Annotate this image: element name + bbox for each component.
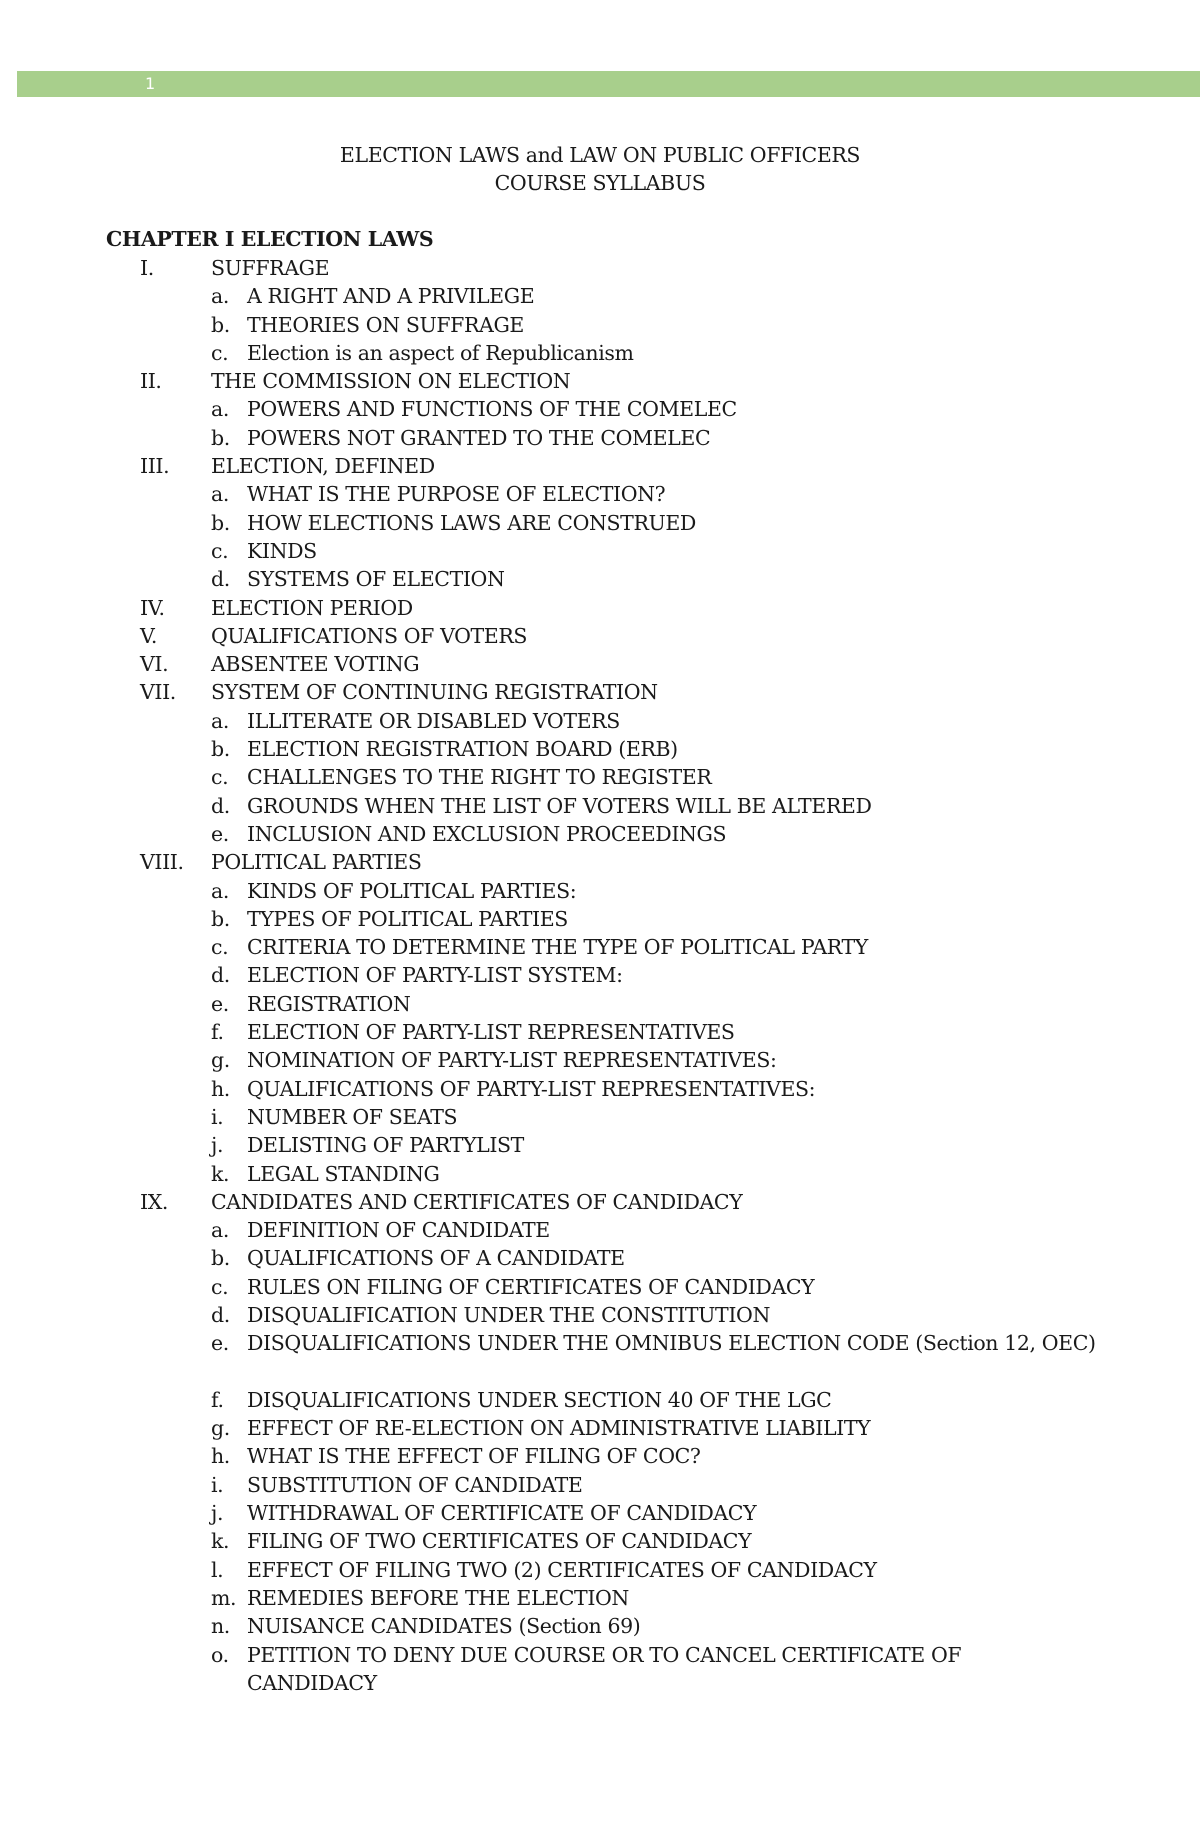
subitem-text: KINDS <box>247 538 317 563</box>
subitem-letter: j. <box>211 1501 224 1526</box>
subitem-letter: c. <box>211 538 229 563</box>
subitem-letter: k. <box>211 1161 230 1186</box>
subitem-letter: h. <box>211 1076 230 1101</box>
subitem-text: ELECTION OF PARTY-LIST REPRESENTATIVES <box>247 1020 735 1045</box>
subitem-letter: d. <box>211 793 230 818</box>
subitem-letter: d. <box>211 1302 230 1327</box>
outline-subitem <box>0 1301 1200 1329</box>
outline-subitem <box>0 933 1200 961</box>
subitem-text: SYSTEMS OF ELECTION <box>247 567 505 592</box>
subitem-text: WHAT IS THE EFFECT OF FILING OF COC? <box>247 1444 701 1469</box>
subitem-letter: g. <box>211 1416 230 1441</box>
subitem-letter: f. <box>211 1387 224 1412</box>
subitem-letter: c. <box>211 1274 229 1299</box>
section-title: SUFFRAGE <box>211 256 330 280</box>
outline-subitem <box>0 1273 1200 1301</box>
outline-subitem <box>0 480 1200 508</box>
outline-subitem <box>0 1471 1200 1499</box>
subitem-text: RULES ON FILING OF CERTIFICATES OF CANDIDACY <box>247 1274 815 1299</box>
subitem-letter: a. <box>211 397 229 422</box>
section-title: THE COMMISSION ON ELECTION <box>211 369 571 394</box>
subitem-text: LEGAL STANDING <box>247 1161 440 1186</box>
subitem-text: INCLUSION AND EXCLUSION PROCEEDINGS <box>247 821 727 846</box>
outline-section <box>0 254 1200 282</box>
section-numeral: IV. <box>140 595 165 620</box>
subitem-letter: e. <box>211 1331 229 1356</box>
outline-subitem <box>0 1442 1200 1470</box>
outline-subitem <box>0 1527 1200 1555</box>
page-header-bar <box>17 71 1200 97</box>
outline-subitem <box>0 820 1200 848</box>
section-numeral: VII. <box>140 680 176 705</box>
subitem-letter: b. <box>211 425 230 450</box>
subitem-letter: b. <box>211 312 230 337</box>
subitem-text: GROUNDS WHEN THE LIST OF VOTERS WILL BE ALTERED <box>247 793 872 818</box>
subitem-letter: a. <box>211 284 229 309</box>
outline-subitem <box>0 1612 1200 1640</box>
subitem-letter: a. <box>211 482 229 507</box>
outline-subitem <box>0 990 1200 1018</box>
subitem-text: HOW ELECTIONS LAWS ARE CONSTRUED <box>247 510 696 535</box>
subitem-letter: f. <box>211 1020 224 1045</box>
outline-subitem <box>0 311 1200 339</box>
syllabus-outline <box>0 254 1200 1697</box>
subitem-letter: g. <box>211 1048 230 1073</box>
subitem-letter: b. <box>211 510 230 535</box>
outline-subitem <box>0 1414 1200 1442</box>
section-numeral: III. <box>140 454 170 479</box>
subitem-letter: l. <box>211 1557 224 1582</box>
subitem-letter: c. <box>211 340 229 365</box>
outline-section <box>0 848 1200 876</box>
outline-subitem <box>0 537 1200 565</box>
subitem-letter: e. <box>211 821 229 846</box>
outline-section <box>0 1188 1200 1216</box>
subitem-text: CRITERIA TO DETERMINE THE TYPE OF POLITICAL PARTY <box>247 935 868 960</box>
subitem-letter: o. <box>211 1642 229 1667</box>
subitem-letter: c. <box>211 765 229 790</box>
subitem-text: NOMINATION OF PARTY-LIST REPRESENTATIVES: <box>247 1048 777 1073</box>
outline-section <box>0 622 1200 650</box>
subitem-text: NUISANCE CANDIDATES (Section 69) <box>247 1614 641 1639</box>
outline-subitem <box>0 1641 1200 1698</box>
subitem-text: ELECTION REGISTRATION BOARD (ERB) <box>247 737 678 762</box>
subitem-letter: b. <box>211 1246 230 1271</box>
outline-section <box>0 650 1200 678</box>
outline-subitem <box>0 905 1200 933</box>
subitem-letter: a. <box>211 878 229 903</box>
outline-subitem <box>0 424 1200 452</box>
outline-subitem <box>0 1499 1200 1527</box>
subitem-letter: i. <box>211 1104 224 1129</box>
outline-subitem <box>0 1216 1200 1244</box>
subitem-text: CHALLENGES TO THE RIGHT TO REGISTER <box>247 765 712 790</box>
subitem-letter: c. <box>211 935 229 960</box>
subitem-text: PETITION TO DENY DUE COURSE OR TO CANCEL CERTIFICATE OF CANDIDACY <box>247 1642 962 1695</box>
subitem-letter: k. <box>211 1529 230 1554</box>
outline-subitem <box>0 1584 1200 1612</box>
section-numeral: VI. <box>140 652 169 677</box>
subitem-letter: n. <box>211 1614 230 1639</box>
outline-subitem <box>0 509 1200 537</box>
section-numeral: I. <box>140 256 154 280</box>
subitem-letter: b. <box>211 737 230 762</box>
subitem-letter: i. <box>211 1472 224 1497</box>
subitem-letter: j. <box>211 1133 224 1158</box>
subitem-letter: a. <box>211 708 229 733</box>
subitem-text: DISQUALIFICATION UNDER THE CONSTITUTION <box>247 1302 770 1327</box>
subitem-letter: d. <box>211 567 230 592</box>
subitem-text: THEORIES ON SUFFRAGE <box>247 312 524 337</box>
outline-subitem <box>0 282 1200 310</box>
outline-subitem <box>0 1018 1200 1046</box>
outline-subitem <box>0 565 1200 593</box>
subitem-text: QUALIFICATIONS OF PARTY-LIST REPRESENTATIVES: <box>247 1076 816 1101</box>
subitem-letter: h. <box>211 1444 230 1469</box>
subitem-text: QUALIFICATIONS OF A CANDIDATE <box>247 1246 625 1271</box>
section-title: SYSTEM OF CONTINUING REGISTRATION <box>211 680 658 705</box>
subitem-letter: a. <box>211 1218 229 1243</box>
outline-subitem <box>0 1103 1200 1131</box>
page-number: 1 <box>145 74 156 93</box>
section-numeral: VIII. <box>140 850 184 875</box>
subitem-text: EFFECT OF FILING TWO (2) CERTIFICATES OF CANDIDACY <box>247 1557 877 1582</box>
subitem-text: DEFINITION OF CANDIDATE <box>247 1218 550 1243</box>
subitem-text: EFFECT OF RE-ELECTION ON ADMINISTRATIVE LIABILITY <box>247 1416 871 1441</box>
outline-subitem <box>0 763 1200 791</box>
outline-subitem <box>0 1329 1200 1386</box>
subitem-text: POWERS AND FUNCTIONS OF THE COMELEC <box>247 397 737 422</box>
subitem-text: TYPES OF POLITICAL PARTIES <box>247 906 568 931</box>
outline-subitem <box>0 395 1200 423</box>
subitem-text: NUMBER OF SEATS <box>247 1104 458 1129</box>
outline-subitem <box>0 735 1200 763</box>
outline-subitem <box>0 1075 1200 1103</box>
subitem-text: WHAT IS THE PURPOSE OF ELECTION? <box>247 482 666 507</box>
outline-subitem <box>0 1244 1200 1272</box>
subitem-text: KINDS OF POLITICAL PARTIES: <box>247 878 577 903</box>
section-title: QUALIFICATIONS OF VOTERS <box>211 623 528 648</box>
section-title: ELECTION, DEFINED <box>211 454 435 479</box>
subitem-text: DISQUALIFICATIONS UNDER THE OMNIBUS ELECTION CODE (Section 12, OEC) <box>247 1331 1096 1356</box>
subitem-text: DISQUALIFICATIONS UNDER SECTION 40 OF THE LGC <box>247 1387 832 1412</box>
section-title: ABSENTEE VOTING <box>211 652 420 677</box>
subitem-text: ELECTION OF PARTY-LIST SYSTEM: <box>247 963 623 988</box>
outline-subitem <box>0 1160 1200 1188</box>
subitem-text: ILLITERATE OR DISABLED VOTERS <box>247 708 620 733</box>
outline-subitem <box>0 1046 1200 1074</box>
outline-subitem <box>0 1556 1200 1584</box>
subitem-text: POWERS NOT GRANTED TO THE COMELEC <box>247 425 711 450</box>
subitem-text: Election is an aspect of Republicanism <box>247 340 634 365</box>
document-subtitle: COURSE SYLLABUS <box>494 171 706 195</box>
section-numeral: II. <box>140 369 162 394</box>
subitem-text: FILING OF TWO CERTIFICATES OF CANDIDACY <box>247 1529 752 1554</box>
outline-section <box>0 678 1200 706</box>
outline-subitem <box>0 707 1200 735</box>
outline-section <box>0 367 1200 395</box>
subitem-letter: b. <box>211 906 230 931</box>
section-title: ELECTION PERIOD <box>211 595 413 620</box>
section-title: POLITICAL PARTIES <box>211 850 422 875</box>
subitem-letter: e. <box>211 991 229 1016</box>
outline-subitem <box>0 792 1200 820</box>
section-numeral: V. <box>140 623 157 648</box>
section-title: CANDIDATES AND CERTIFICATES OF CANDIDACY <box>211 1189 743 1214</box>
subitem-text: SUBSTITUTION OF CANDIDATE <box>247 1472 583 1497</box>
subitem-text: A RIGHT AND A PRIVILEGE <box>247 284 535 309</box>
outline-subitem <box>0 1386 1200 1414</box>
section-numeral: IX. <box>140 1189 169 1214</box>
outline-section <box>0 594 1200 622</box>
outline-subitem <box>0 961 1200 989</box>
subitem-text: DELISTING OF PARTYLIST <box>247 1133 524 1158</box>
subitem-text: REGISTRATION <box>247 991 411 1016</box>
subitem-letter: d. <box>211 963 230 988</box>
document-title: ELECTION LAWS and LAW ON PUBLIC OFFICERS <box>339 143 861 167</box>
subitem-letter: m. <box>211 1585 237 1610</box>
outline-section <box>0 452 1200 480</box>
subitem-text: WITHDRAWAL OF CERTIFICATE OF CANDIDACY <box>247 1501 757 1526</box>
chapter-heading: CHAPTER I ELECTION LAWS <box>106 227 434 251</box>
outline-subitem <box>0 877 1200 905</box>
subitem-text: REMEDIES BEFORE THE ELECTION <box>247 1585 629 1610</box>
outline-subitem <box>0 339 1200 367</box>
outline-subitem <box>0 1131 1200 1159</box>
